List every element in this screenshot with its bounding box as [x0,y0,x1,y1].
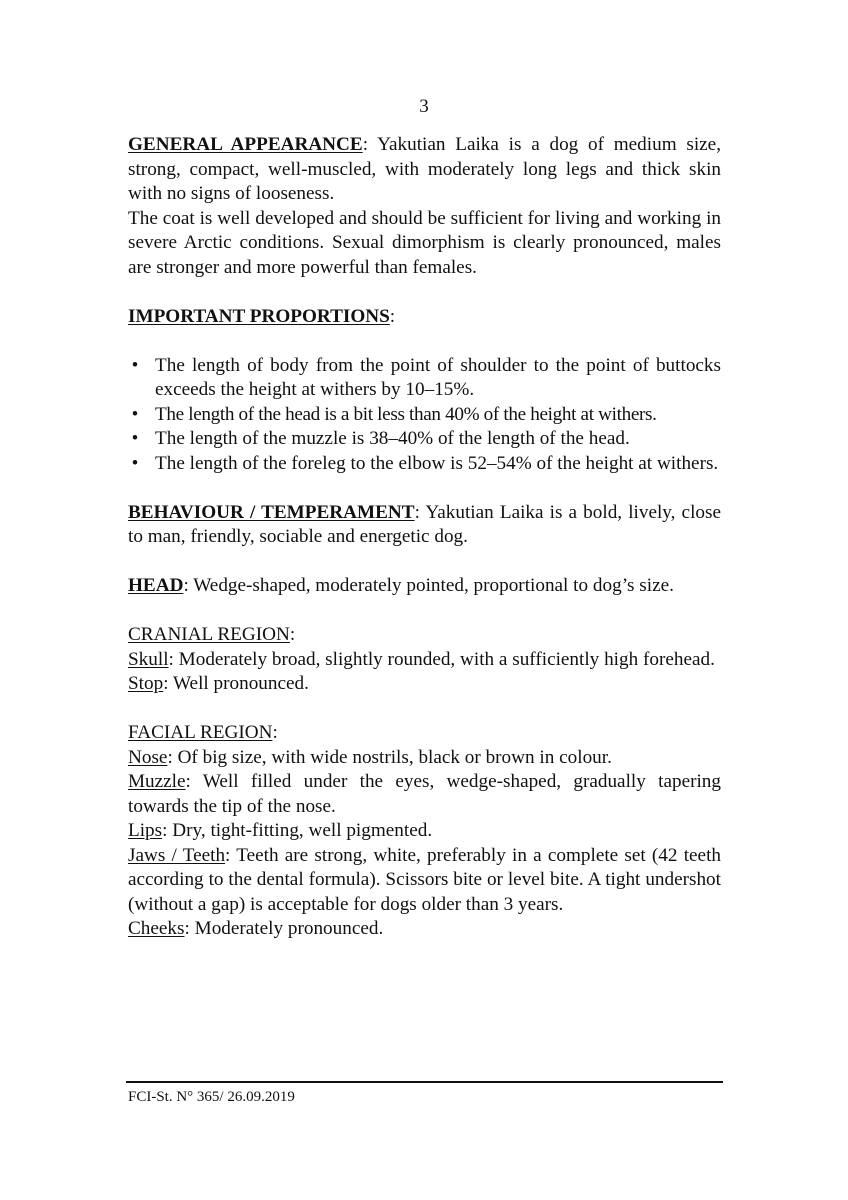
muzzle-paragraph [128,770,721,819]
spacer [128,280,721,305]
skull-label: Skull [128,648,169,670]
stop-text: : Well pronounced. [163,673,309,694]
list-item [128,354,721,403]
bullet-icon: • [131,403,139,425]
muzzle-label: Muzzle [128,771,186,792]
cranial-region-heading: CRANIAL REGION [128,624,290,645]
skull-text: : Moderately broad, slightly rounded, with a sufficiently high forehead. [168,648,715,670]
list-item [128,452,721,477]
list-item-text: The length of body from the point of shoulder to the point of buttocks exceeds the height at withers by 10–15%. [155,354,721,400]
skull-paragraph [128,648,721,673]
general-appearance-paragraph [128,133,721,207]
spacer [128,329,721,354]
list-item [128,427,721,452]
bullet-icon: • [131,452,139,474]
cranial-region-heading-line [128,623,721,648]
cheeks-label: Cheeks [128,918,185,939]
head-text: Wedge-shaped, moderately pointed, proportional to dog’s size. [188,575,674,596]
behaviour-sep: : [414,501,420,523]
behaviour-text: Yakutian Laika is a bold, lively, close to man, friendly, sociable and energetic dog. [128,501,721,547]
behaviour-heading: BEHAVIOUR / TEMPERAMENT [128,501,415,523]
jaws-teeth-label: Jaws / Teeth [128,844,226,866]
nose-label: Nose [128,746,168,768]
nose-paragraph [128,746,721,771]
lips-paragraph [128,819,721,844]
behaviour-paragraph [128,501,721,550]
list-item-text: The length of the head is a bit less than 40% of the height at withers. [155,403,657,425]
list-item-text: The length of the foreleg to the elbow is 52–54% of the height at withers. [155,452,719,474]
bullet-icon: • [131,354,139,376]
spacer [128,697,721,722]
facial-region-heading-line [128,721,721,746]
facial-region-heading: FACIAL REGION [128,722,273,743]
stop-paragraph [128,672,721,697]
list-item-text: The length of the muzzle is 38–40% of the length of the head. [155,428,630,449]
general-appearance-heading: GENERAL APPEARANCE [128,134,363,155]
stop-label: Stop [128,673,164,694]
lips-text: : Dry, tight-fitting, well pigmented. [162,820,433,841]
list-item [128,403,721,428]
cranial-region-sep: : [289,624,296,645]
head-heading: HEAD [128,575,184,596]
general-appearance-coat-paragraph: The coat is well developed and should be sufficient for living and working in severe Arctic conditions. Sexual dimorphism is clearly pronounced, males are stronger and more powerful than females. [128,207,721,278]
jaws-teeth-text: : Teeth are strong, white, preferably in a complete set (42 teeth according to the dental formula). Scissors bite or level bite. A tight undershot (without a gap) is acceptable for dogs older than 3 years. [128,844,721,915]
muzzle-text: : Well filled under the eyes, wedge-shaped, gradually tapering towards the tip of the nose. [128,771,721,817]
lips-label: Lips [128,820,163,841]
document-body [128,133,721,942]
nose-text: : Of big size, with wide nostrils, black or brown in colour. [167,746,612,768]
page-number: 3 [419,96,429,117]
facial-region-sep: : [272,722,278,743]
important-proportions-heading: IMPORTANT PROPORTIONS [128,305,390,327]
important-proportions-paragraph [128,305,721,330]
important-proportions-sep: : [389,305,396,327]
proportions-list [128,354,721,477]
general-appearance-text: Yakutian Laika is a dog of medium size, strong, compact, well-muscled, with moderately long legs and thick skin with no signs of looseness. [128,134,721,204]
cheeks-paragraph [128,917,721,942]
bullet-icon: • [131,428,139,449]
cheeks-text: : Moderately pronounced. [184,918,384,939]
jaws-teeth-paragraph [128,844,721,918]
head-sep: : [183,575,189,596]
spacer [128,599,721,624]
spacer [128,550,721,575]
head-paragraph [128,574,721,599]
general-appearance-sep: : [362,134,369,155]
footer-standard-reference: FCI-St. N° 365/ 26.09.2019 [128,1089,295,1105]
footer-divider [126,1081,723,1083]
spacer [128,476,721,501]
